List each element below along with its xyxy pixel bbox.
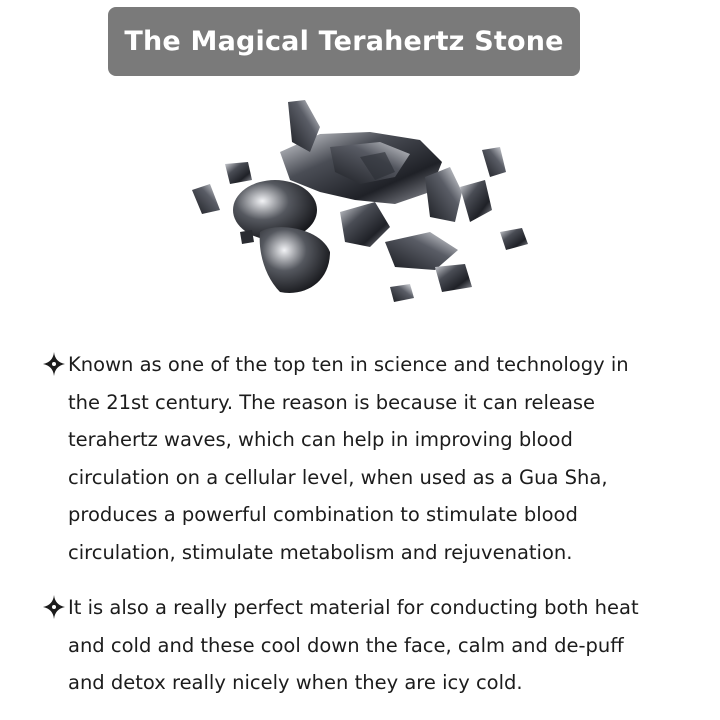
four-point-star-icon [42,351,66,377]
bullet-text-line: Known as one of the top ten in science and technology in [68,353,629,376]
bullet-text-line: circulation, stimulate metabolism and rejuvenation. [68,540,573,564]
four-point-star-icon [42,594,66,620]
bullet-text-line: terahertz waves, which can help in improving blood [68,428,573,451]
bullet-text-line: produces a powerful combination to stimulate blood [68,503,578,526]
page-title: The Magical Terahertz Stone [124,26,564,57]
bullet-point [40,346,680,571]
bullet-text-line: the 21st century. The reason is because it can release [68,390,596,414]
bullet-point [40,589,680,702]
terahertz-stone-image [180,92,540,317]
bullet-text-line: It is also a really perfect material for conducting both heat [68,596,639,619]
title-banner [108,7,580,76]
bullet-text-line: circulation on a cellular level, when used as a Gua Sha, [68,465,608,489]
bullet-text-line: and detox really nicely when they are icy cold. [68,671,523,694]
bullet-text-line: and cold and these cool down the face, calm and de-puff [68,633,624,657]
